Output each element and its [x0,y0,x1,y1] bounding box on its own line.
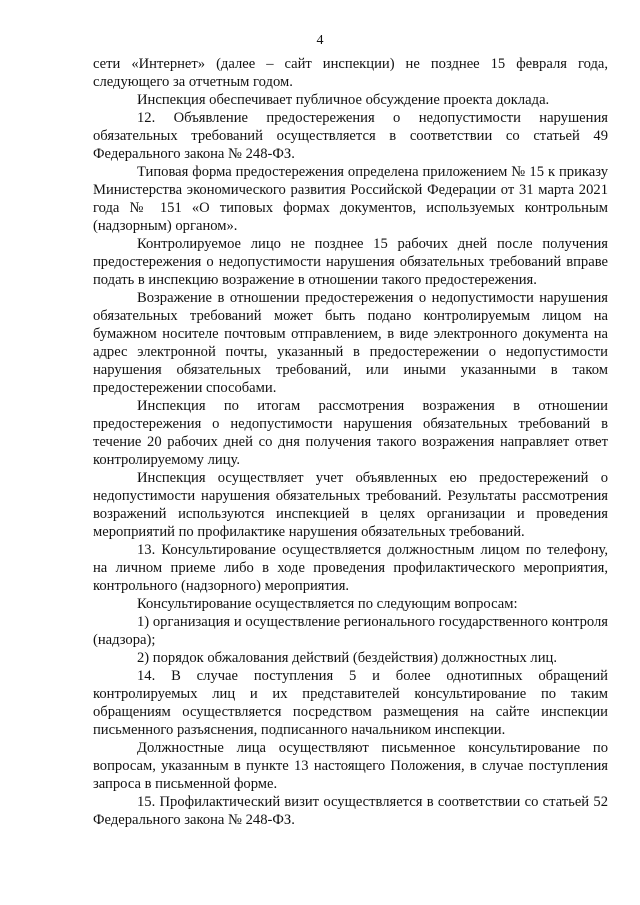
document-body [93,55,608,829]
page-number: 4 [316,33,324,48]
paragraph: Инспекция осуществляет учет объявленных ею предостережений о недопустимости нарушения обязательных требований. Результаты рассмотрения возражений используются инспекцией в целях организации и проведения мероприятий по профилактике нарушения обязательных требований. [93,470,608,540]
paragraph: Контролируемое лицо не позднее 15 рабочих дней после получения предостережения о недопустимости нарушения обязательных требований вправе подать в инспекцию возражение в отношении такого предостережения. [93,236,608,288]
paragraph: Типовая форма предостережения определена приложением № 15 к приказу Министерства экономического развития Российской Федерации от 31 марта 2021 года № 151 «О типовых формах документов, используемых контрольным (надзорным) органом». [93,164,608,234]
paragraph: 15. Профилактический визит осуществляется в соответствии со статьей 52 Федерального закона № 248-ФЗ. [93,794,608,828]
paragraph: Возражение в отношении предостережения о недопустимости нарушения обязательных требований может быть подано контролируемым лицом на бумажном носителе почтовым отправлением, в виде электронного документа на адрес электронной почты, указанный в предостережении о недопустимости нарушения обязательных требований, или иными указанными в таком предостережении способами. [93,290,608,396]
paragraph: 13. Консультирование осуществляется должностным лицом по телефону, на личном приеме либо в ходе проведения профилактического мероприятия, контрольного (надзорного) мероприятия. [93,542,608,594]
paragraph: Инспекция по итогам рассмотрения возражения в отношении предостережения о недопустимости нарушения обязательных требований в течение 20 рабочих дней со дня получения такого возражения направляет ответ контролируемому лицу. [93,398,608,468]
paragraph: сети «Интернет» (далее – сайт инспекции) не позднее 15 февраля года, следующего за отчетным годом. [93,56,608,90]
paragraph: 12. Объявление предостережения о недопустимости нарушения обязательных требований осуществляется в соответствии со статьей 49 Федерального закона № 248-ФЗ. [93,110,608,162]
paragraph: Должностные лица осуществляют письменное консультирование по вопросам, указанным в пункте 13 настоящего Положения, в случае поступления запроса в письменной форме. [93,740,608,792]
list-item: 2) порядок обжалования действий (бездействия) должностных лиц. [137,650,557,666]
paragraph: Инспекция обеспечивает публичное обсуждение проекта доклада. [137,92,550,108]
paragraph: Консультирование осуществляется по следующим вопросам: [137,596,518,612]
list-item: 1) организация и осуществление регионального государственного контроля (надзора); [93,614,608,648]
paragraph: 14. В случае поступления 5 и более однотипных обращений контролируемых лиц и их представителей консультирование по таким обращениям осуществляется посредством размещения на сайте инспекции письменного разъяснения, подписанного начальником инспекции. [93,668,608,738]
